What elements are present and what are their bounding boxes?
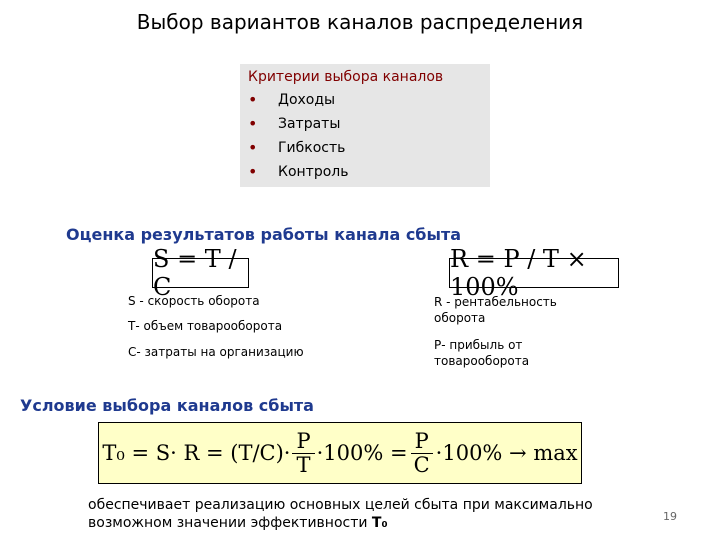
definition-c: С- затраты на организацию: [128, 345, 304, 359]
bullet-icon: •: [248, 90, 258, 109]
criteria-heading: Критерии выбора каналов: [248, 69, 444, 85]
formula-profitability: R = P / T × 100%: [449, 258, 619, 288]
formula-efficiency: [98, 422, 582, 484]
formula-mid: ·100% =: [316, 441, 408, 465]
criteria-box: [240, 64, 490, 187]
definition-t: Т- объем товарооборота: [128, 319, 283, 333]
criteria-item-income: Доходы: [278, 92, 336, 108]
criteria-list: [248, 88, 482, 184]
bullet-icon: •: [248, 114, 258, 133]
criteria-item-costs: Затраты: [278, 116, 341, 132]
page-number: 19: [663, 510, 677, 523]
page-title: Выбор вариантов каналов распределения: [136, 10, 584, 34]
definition-r: R - рентабельность оборота: [434, 295, 557, 325]
criteria-item-control: Контроль: [278, 164, 349, 180]
criteria-item-flexibility: Гибкость: [278, 140, 346, 156]
formula-rhs: ·100% → max: [435, 441, 578, 465]
list-item: [248, 160, 482, 184]
list-item: [248, 112, 482, 136]
bullet-icon: •: [248, 162, 258, 181]
definition-p: Р- прибыль от товарооборота: [434, 338, 530, 368]
formula-speed: S = T / C: [152, 258, 249, 288]
bullet-icon: •: [248, 138, 258, 157]
definition-s: S - скорость оборота: [128, 294, 260, 308]
condition-note: обеспечивает реализацию основных целей сбыта при максимально возможном значении эффективности Т₀: [88, 497, 593, 531]
formula-lhs: T₀ = S· R = (T/C)·: [102, 441, 291, 465]
evaluation-heading: Оценка результатов работы канала сбыта: [66, 225, 462, 244]
fraction-p-over-t: $\frac{P}{T}$: [292, 430, 314, 475]
list-item: [248, 88, 482, 112]
fraction-p-over-c: $\frac{P}{C}$: [410, 430, 434, 475]
efficiency-symbol: Т₀: [371, 515, 388, 531]
condition-heading: Условие выбора каналов сбыта: [20, 396, 314, 415]
list-item: [248, 136, 482, 160]
